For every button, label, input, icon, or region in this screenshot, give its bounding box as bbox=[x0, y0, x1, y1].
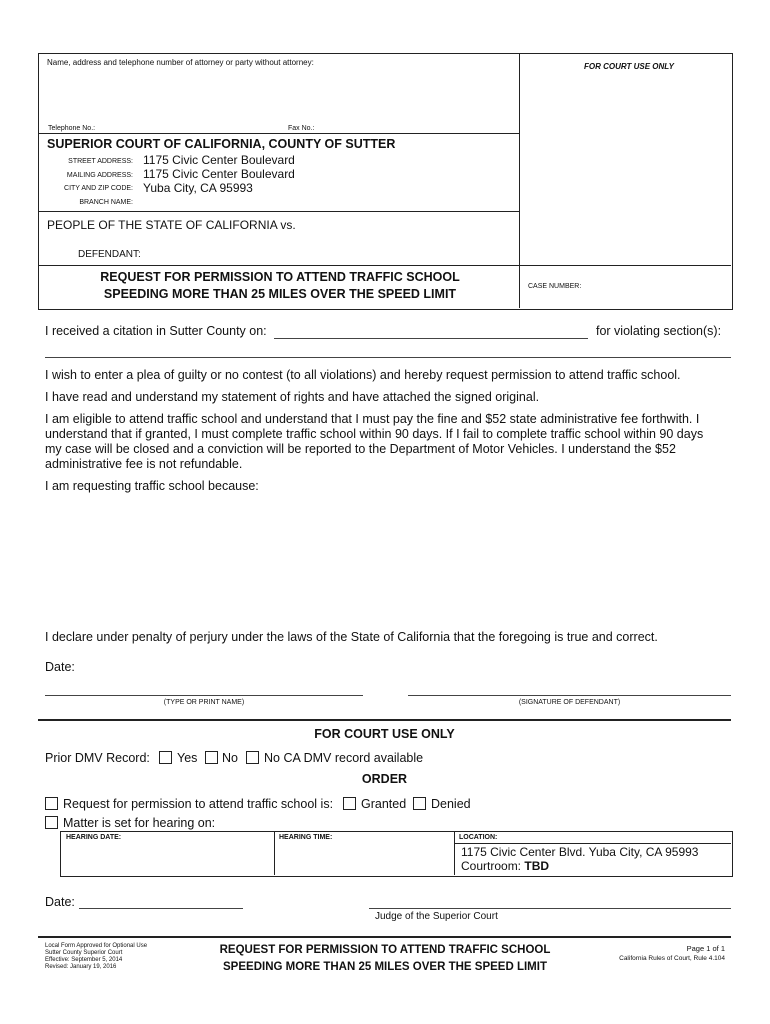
court-name: SUPERIOR COURT OF CALIFORNIA, COUNTY OF SUTTER bbox=[47, 137, 396, 151]
court-use-label: FOR COURT USE ONLY bbox=[584, 62, 674, 71]
eligibility-line3: my case will be closed and a conviction will be reported to the Department of Motor Vehicles. I understand the $52 bbox=[45, 442, 676, 456]
citation-date-field[interactable] bbox=[274, 338, 588, 339]
dmv-yes-label: Yes bbox=[177, 751, 198, 765]
granted-checkbox[interactable] bbox=[343, 797, 356, 810]
location-line1: 1175 Civic Center Blvd. Yuba City, CA 95993 bbox=[461, 845, 699, 859]
request-label: Request for permission to attend traffic school is: bbox=[63, 797, 334, 811]
street-label: STREET ADDRESS: bbox=[68, 158, 133, 165]
dmv-none-label: No CA DMV record available bbox=[264, 751, 424, 765]
form-title-line2: SPEEDING MORE THAN 25 MILES OVER THE SPEED LIMIT bbox=[103, 287, 457, 301]
hearing-divider-1 bbox=[274, 831, 275, 875]
declaration: I declare under penalty of perjury under the laws of the State of California that the foregoing is true and correct. bbox=[45, 630, 658, 644]
attorney-label: Name, address and telephone number of attorney or party without attorney: bbox=[47, 58, 314, 67]
prior-dmv-label: Prior DMV Record: bbox=[45, 751, 150, 765]
footer-left-line3: Effective: September 5, 2014 bbox=[45, 957, 123, 963]
courtroom-label: Courtroom: bbox=[461, 859, 522, 873]
type-name-field[interactable] bbox=[45, 695, 363, 696]
footer-rule bbox=[38, 936, 731, 938]
reason-label: I am requesting traffic school because: bbox=[45, 479, 259, 493]
footer-title-line2: SPEEDING MORE THAN 25 MILES OVER THE SPEED LIMIT bbox=[223, 961, 547, 973]
hearing-set-label: Matter is set for hearing on: bbox=[63, 816, 216, 830]
location-label: LOCATION: bbox=[459, 834, 498, 841]
dmv-no-checkbox[interactable] bbox=[205, 751, 218, 764]
footer-left-line1: Local Form Approved for Optional Use bbox=[45, 943, 148, 949]
city-label: CITY AND ZIP CODE: bbox=[64, 185, 133, 192]
violation-sections-field[interactable] bbox=[45, 357, 731, 358]
eligibility-line2: understand that if granted, I must complete traffic school within 90 days. If I fail to complete traffic school within 90 days bbox=[45, 427, 704, 441]
hearing-divider-2 bbox=[454, 831, 455, 875]
signature-field[interactable] bbox=[408, 695, 731, 696]
telephone-label: Telephone No.: bbox=[48, 125, 96, 132]
signature-label: (SIGNATURE OF DEFENDANT) bbox=[518, 699, 621, 706]
defendant-date-label: Date: bbox=[45, 660, 75, 674]
citation-prefix: I received a citation in Sutter County on: bbox=[45, 324, 267, 338]
footer-left-line4: Revised: January 19, 2016 bbox=[45, 964, 117, 970]
request-checkbox[interactable] bbox=[45, 797, 58, 810]
judge-date-label: Date: bbox=[45, 895, 75, 909]
hearing-checkbox[interactable] bbox=[45, 816, 58, 829]
hearing-date-field[interactable] bbox=[62, 843, 272, 873]
caption-line-court bbox=[38, 133, 519, 134]
hearing-time-field[interactable] bbox=[276, 843, 452, 873]
type-name-label: (TYPE OR PRINT NAME) bbox=[163, 699, 245, 706]
dmv-no-label: No bbox=[222, 751, 238, 765]
dmv-yes-checkbox[interactable] bbox=[159, 751, 172, 764]
mailing-label: MAILING ADDRESS: bbox=[66, 172, 133, 179]
citation-suffix: for violating section(s): bbox=[596, 324, 722, 338]
footer-title-line1: REQUEST FOR PERMISSION TO ATTEND TRAFFIC SCHOOL bbox=[219, 944, 551, 956]
judge-date-field[interactable] bbox=[79, 908, 243, 909]
eligibility-line4: administrative fee is not refundable. bbox=[45, 457, 243, 471]
judge-signature-field[interactable] bbox=[369, 908, 731, 909]
street-value: 1175 Civic Center Boulevard bbox=[143, 153, 295, 167]
granted-label: Granted bbox=[361, 797, 407, 811]
footer-left bbox=[45, 943, 147, 971]
courtroom-value: TBD bbox=[524, 859, 550, 873]
courtroom-line bbox=[461, 859, 549, 874]
case-number-label: CASE NUMBER: bbox=[528, 283, 582, 290]
rights-statement: I have read and understand my statement of rights and have attached the signed original. bbox=[45, 390, 540, 404]
judge-label: Judge of the Superior Court bbox=[375, 911, 498, 922]
caption-line-title bbox=[38, 265, 731, 266]
form-title-line1: REQUEST FOR PERMISSION TO ATTEND TRAFFIC SCHOOL bbox=[100, 270, 460, 284]
denied-checkbox[interactable] bbox=[413, 797, 426, 810]
dmv-none-checkbox[interactable] bbox=[246, 751, 259, 764]
court-section-title: FOR COURT USE ONLY bbox=[314, 727, 455, 741]
hearing-date-label: HEARING DATE: bbox=[66, 834, 122, 841]
fax-label: Fax No.: bbox=[288, 125, 315, 132]
people-label: PEOPLE OF THE STATE OF CALIFORNIA vs. bbox=[47, 218, 296, 232]
footer-rule-label: California Rules of Court, Rule 4.104 bbox=[619, 955, 725, 962]
hearing-time-label: HEARING TIME: bbox=[279, 834, 333, 841]
reason-field[interactable] bbox=[45, 497, 731, 622]
city-value: Yuba City, CA 95993 bbox=[143, 181, 253, 195]
plea-statement: I wish to enter a plea of guilty or no contest (to all violations) and hereby request permission to attend traffic school. bbox=[45, 368, 681, 382]
caption-line-parties bbox=[38, 211, 519, 212]
branch-label: BRANCH NAME: bbox=[79, 199, 133, 206]
footer-left-line2: Sutter County Superior Court bbox=[45, 950, 123, 956]
hearing-header-line bbox=[454, 843, 731, 844]
defendant-label: DEFENDANT: bbox=[78, 249, 141, 260]
footer-page: Page 1 of 1 bbox=[686, 944, 725, 953]
eligibility-line1: I am eligible to attend traffic school and understand that I must pay the fine and $52 state administrative fee forthwith. I bbox=[45, 412, 700, 426]
order-title: ORDER bbox=[361, 772, 408, 786]
denied-label: Denied bbox=[431, 797, 471, 811]
mailing-value: 1175 Civic Center Boulevard bbox=[143, 167, 295, 181]
court-section-rule bbox=[38, 719, 731, 721]
